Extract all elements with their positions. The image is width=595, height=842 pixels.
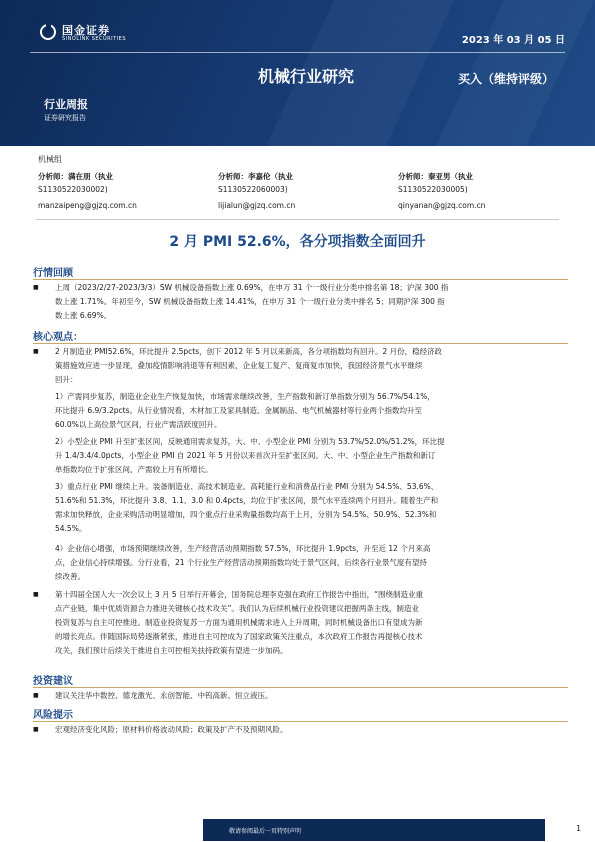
report-title: 2 月 PMI 52.6%，各分项指数全面回升 bbox=[169, 234, 426, 250]
text-line: 第十四届全国人大一次会议上 3 月 5 日举行开幕会，国务院总理李克强在政府工作报告中指出，“围绕制造业重 bbox=[55, 590, 423, 599]
core-paragraph-4 bbox=[55, 480, 570, 536]
analyst-license: S1130522030005) bbox=[398, 185, 468, 194]
text-line: 需求加快释放，企业采购活动明显增加，四个重点行业采购量指数均高于上月，分别为 54.5%、50.9%、52.3%和 bbox=[55, 510, 437, 519]
analyst-name: 分析师：李嘉伦（执业 bbox=[218, 172, 293, 181]
core-paragraph-3 bbox=[55, 435, 570, 477]
text-line: 数上涨 1.71%。年初至今，SW 机械设备指数上涨 14.41%，在申万 31 个一级行业分类中排名 5；同期沪深 300 指 bbox=[55, 297, 445, 306]
core-paragraph-1 bbox=[55, 345, 570, 387]
text-line: 单指数均位于扩张区间，产需较上月有所增长。 bbox=[55, 465, 213, 474]
rating-label: 买入（维持评级） bbox=[458, 72, 555, 86]
logo-text-en: SINOLINK SECURITIES bbox=[62, 36, 126, 42]
logo-text-cn: 国金证券 bbox=[62, 24, 110, 37]
analyst-license: S1130522060003) bbox=[218, 185, 288, 194]
text-line: 点产业链，集中优质资源合力推进关键核心技术攻关”。我们认为后续机械行业投资建议把握两条主线，制造业 bbox=[55, 604, 419, 613]
industry-title: 机械行业研究 bbox=[258, 67, 355, 86]
section-heading-risk: 风险提示 bbox=[33, 710, 73, 721]
text-line: 续改善。 bbox=[55, 572, 85, 581]
text-line: 60.0%以上高位景气区间，行业产需活跃度回升。 bbox=[55, 420, 222, 429]
analyst-email[interactable]: qinyanan@gjzq.com.cn bbox=[398, 201, 486, 210]
core-paragraph-5 bbox=[55, 542, 570, 584]
analyst-email[interactable]: manzaipeng@gjzq.com.cn bbox=[38, 201, 137, 210]
analyst-email[interactable]: lijialun@gjzq.com.cn bbox=[218, 201, 296, 210]
analyst-name: 分析师：秦亚男（执业 bbox=[398, 172, 473, 181]
risk-paragraph bbox=[55, 723, 570, 737]
page-number: 1 bbox=[576, 824, 582, 833]
text-line: 点，企业信心持续增强。分行业看，21 个行业生产经营活动预期指数均处于景气区间，后续各行业景气度有望持 bbox=[55, 558, 427, 567]
analyst-card bbox=[38, 170, 137, 212]
text-line: 攻关，我们预计后续关于推进自主可控相关扶持政策有望进一步加码。 bbox=[55, 646, 288, 655]
text-line: 1）产需同步复苏，制造业企业生产恢复加快，市场需求继续改善，生产指数和新订单指数分别为 56.7%/54.1%， bbox=[55, 392, 435, 401]
text-line: 投资复苏与自主可控推进。制造业投资复苏一方面为通用机械需求进入上升周期，同时机械设备出口有望成为新 bbox=[55, 618, 423, 627]
text-line: 升 1.4/3.4/4.0pcts，小型企业 PMI 自 2021 年 5 月份以来首次升至扩张区间。大、中、小型企业生产指数和新订 bbox=[55, 451, 436, 460]
text-line: 回升： bbox=[55, 375, 78, 384]
core-paragraph-6 bbox=[55, 588, 570, 658]
section-heading-review: 行情回顾 bbox=[33, 268, 73, 279]
text-line: 3）重点行业 PMI 继续上升。装备制造业、高技术制造业、高耗能行业和消费品行业 PMI 分别为 54.5%、53.6%、 bbox=[55, 482, 439, 491]
bullet-icon: ■ bbox=[33, 726, 39, 733]
text-line: 上周（2023/2/27-2023/3/3）SW 机械设备指数上涨 0.69%，在申万 31 个一级行业分类中排名第 18；沪深 300 指 bbox=[55, 283, 449, 292]
header-divider bbox=[30, 52, 565, 53]
bullet-icon: ■ bbox=[33, 284, 39, 291]
text-line: 宏观经济变化风险；原材料价格波动风险；政策及扩产不及预期风险。 bbox=[55, 725, 288, 734]
section-heading-advice: 投资建议 bbox=[33, 676, 73, 687]
text-line: 2）小型企业 PMI 升至扩张区间，反映通用需求复苏，大、中、小型企业 PMI 分别为 53.7%/52.0%/51.2%，环比提 bbox=[55, 437, 445, 446]
text-line: 54.5%。 bbox=[55, 524, 87, 533]
text-line: 策措施效应进一步显现，叠加疫情影响消退等有利因素，企业复工复产、复商复市加快，我国经济景气水平继续 bbox=[55, 361, 423, 370]
section-underline bbox=[33, 721, 568, 722]
advice-paragraph bbox=[55, 689, 570, 703]
report-subtitle: 证券研究报告 bbox=[44, 114, 86, 122]
text-line: 建议关注华中数控、德龙激光、永创智能、中钨高新、恒立液压。 bbox=[55, 691, 273, 700]
text-line: 的增长亮点。伴随国际局势逐渐紧张，推进自主可控成为了国家政策关注重点，本次政府工作报告再提核心技术 bbox=[55, 632, 423, 641]
company-logo bbox=[40, 22, 150, 48]
analyst-group: 机械组 bbox=[38, 155, 62, 164]
footer-disclaimer-link[interactable]: 敬请参阅最后一页特别声明 bbox=[229, 828, 302, 835]
section-underline bbox=[33, 279, 568, 280]
text-line: 4）企业信心增强，市场预期继续改善，生产经营活动预期指数 57.5%，环比提升 1.9pcts，升至近 12 个月来高 bbox=[55, 544, 431, 553]
analyst-license: S1130522030002) bbox=[38, 185, 108, 194]
text-line: 环比提升 6.9/3.2pcts。从行业情况看，木材加工及家具制造、金属制品、电气机械器材等行业两个指数均升至 bbox=[55, 406, 422, 415]
report-date: 2023 年 03 月 05 日 bbox=[461, 35, 565, 46]
analyst-divider bbox=[36, 219, 559, 220]
section-underline bbox=[33, 687, 568, 688]
analyst-card bbox=[218, 170, 295, 212]
text-line: 2 月制造业 PMI52.6%，环比提升 2.5pcts，创下 2012 年 5 月以来新高，各分项指数均有回升。2 月份，稳经济政 bbox=[55, 347, 443, 356]
section-heading-core: 核心观点： bbox=[33, 332, 83, 343]
bullet-icon: ■ bbox=[33, 692, 39, 699]
analyst-card bbox=[398, 170, 485, 212]
core-paragraph-2 bbox=[55, 390, 570, 432]
bullet-icon: ■ bbox=[33, 348, 39, 355]
text-line: 数上涨 6.69%。 bbox=[55, 311, 112, 320]
logo-icon bbox=[40, 24, 56, 40]
report-type: 行业周报 bbox=[44, 98, 88, 111]
review-paragraph bbox=[55, 281, 570, 323]
section-underline bbox=[33, 343, 568, 344]
bullet-icon: ■ bbox=[33, 591, 39, 598]
analyst-name: 分析师：满在朋（执业 bbox=[38, 172, 113, 181]
text-line: 51.6%和 51.3%，环比提升 3.8、1.1、3.0 和 0.4pcts，均位于扩张区间，景气水平连续两个月回升。随着生产和 bbox=[55, 496, 439, 505]
